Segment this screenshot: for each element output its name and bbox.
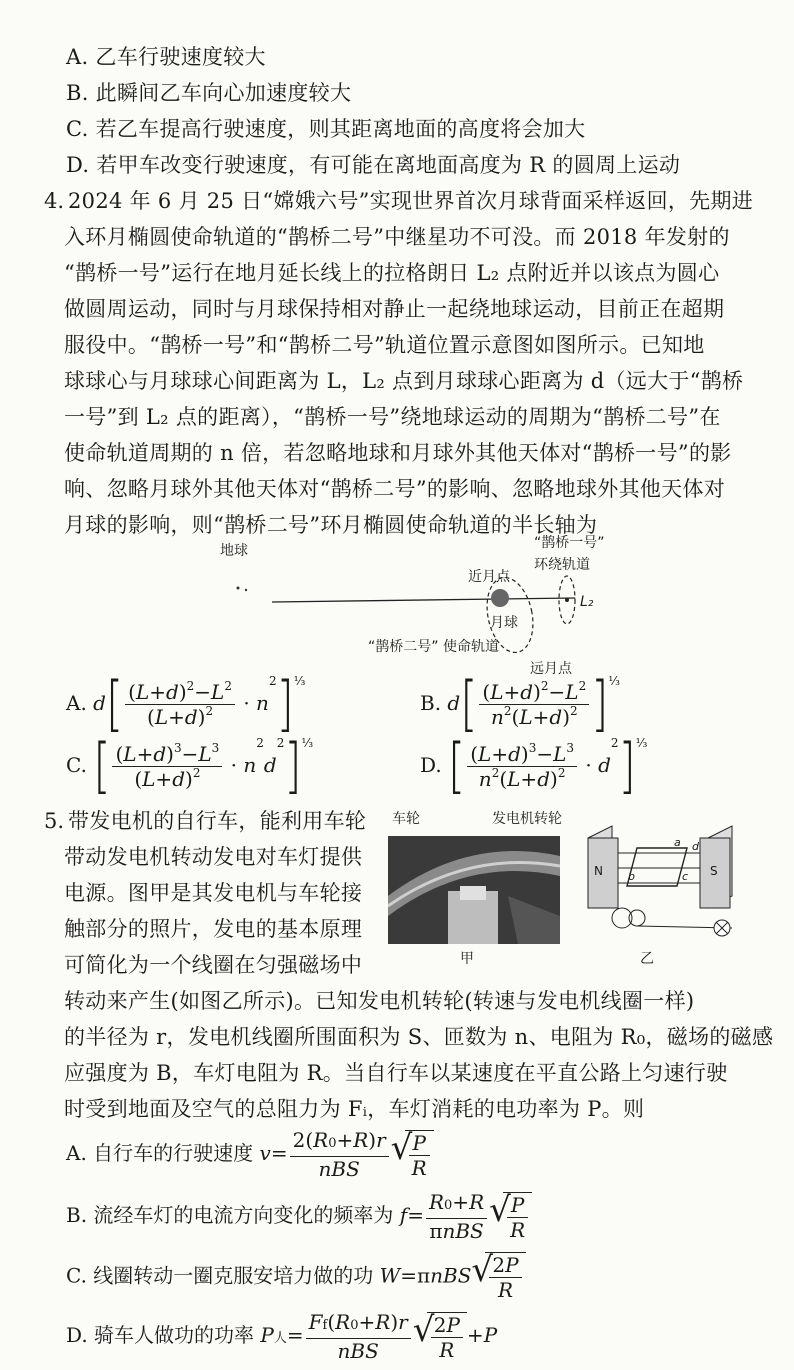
option-label: C. (66, 753, 87, 777)
q4-line: 使命轨道周期的 n 倍，若忽略地球和月球外其他天体对“鹊桥一号”的影 (64, 441, 732, 465)
q4-line: 入环月椭圆使命轨道的“鹊桥二号”中继星功不可没。而 2018 年发射的 (64, 225, 730, 249)
q4-line: “鹊桥一号”运行在地月延长线上的拉格朗日 L₂ 点附近并以该点为圆心 (64, 261, 720, 285)
label-yi: 乙 (640, 951, 654, 967)
q5-line: 电源。图甲是其发电机与车轮接 (64, 881, 363, 905)
label-a: a (674, 836, 681, 849)
q5-line: 触部分的照片，发电的基本原理 (64, 917, 363, 941)
label-d: d (692, 840, 699, 853)
option-text: C. 线圈转动一圈克服安培力做的功 (66, 1263, 380, 1288)
q4-option-c: C. [ $\frac{(L+d)^3-L^3}{(L+d)^2}$ · $n^2d^2]^{\frac{1}{3}}$ (66, 731, 314, 801)
label-far: 远月点 (530, 661, 572, 677)
q3-option-d: D. 若甲车改变行驶速度，有可能在离地面高度为 R 的圆周上运动 (66, 153, 681, 177)
q5-line: 时受到地面及空气的总阻力为 Fᵢ，车灯消耗的电功率为 P。则 (64, 1097, 645, 1121)
label-c: c (682, 870, 689, 883)
label-qq2-orbit: “鹊桥二号” 使命轨道 (368, 639, 499, 655)
generator-photo-svg (388, 836, 560, 944)
q4-option-d: D. [ $\frac{(L+d)^3-L^3}{n^2(L+d)^2}$ · $d^2]^{\frac{1}{3}}$ (420, 731, 648, 801)
q5-option-b: B. 流经车灯的电流方向变化的频率为 f= $\frac{R0+R}{\text{πnBS}}$ √ $\frac{P}{R}$ (66, 1190, 532, 1243)
q5-number: 5. (44, 809, 65, 833)
q3-option-b: B. 此瞬间乙车向心加速度较大 (66, 81, 352, 105)
q3-option-c: C. 若乙车提高行驶速度，则其距离地面的高度将会加大 (66, 117, 586, 141)
q4-line: 响、忽略月球外其他天体对“鹊桥二号”的影响、忽略地球外其他天体对 (64, 477, 726, 501)
q5-line: 带动发电机转动发电对车灯提供 (64, 845, 363, 869)
q5-line: 的半径为 r，发电机线圈所围面积为 S、匝数为 n、电阻为 R₀，磁场的磁感 (64, 1025, 774, 1049)
label-wheel: 车轮 (392, 811, 420, 827)
label-rotor: 发电机转轮 (492, 811, 562, 827)
q4-line: 做圆周运动，同时与月球保持相对静止一起绕地球运动，目前正在超期 (64, 297, 725, 321)
option-label: D. (420, 753, 442, 777)
label-jia: 甲 (460, 951, 474, 967)
label-s: S (710, 864, 718, 878)
label-n: N (594, 864, 603, 878)
q3-option-a: A. 乙车行驶速度较大 (66, 45, 266, 69)
generator-photo (388, 836, 560, 944)
label-b: b (628, 870, 635, 883)
q5-option-c: C. 线圈转动一圈克服安培力做的功 W=πnBS √ $\frac{2P}{R}$ (66, 1252, 526, 1302)
q5-option-a: A. 自行车的行驶速度 v= $\frac{2(R0+R)r}{\text{nBS}}$ √ $\frac{P}{R}$ (66, 1128, 434, 1181)
q4-line: 月球的影响，则“鹊桥二号”环月椭圆使命轨道的半长轴为 (64, 513, 598, 537)
label-earth: 地球 (220, 543, 248, 559)
generator-diagram-svg (582, 818, 752, 948)
option-text: D. 骑车人做功的功率 (66, 1323, 261, 1347)
label-near: 近月点 (468, 569, 510, 585)
label-moon: 月球 (490, 615, 518, 631)
q5-line: 转动来产生(如图乙所示)。已知发电机转轮(转速与发电机线圈一样) (64, 989, 695, 1013)
q4-line: 球球心与月球球心间距离为 L，L₂ 点到月球球心距离为 d（远大于“鹊桥 (64, 369, 744, 393)
option-label: A. (66, 691, 87, 715)
q4-option-a: A. d[ $\frac{(L+d)^2-L^2}{(L+d)^2}$ · $n^2]^{\frac{1}{3}}$ (66, 669, 306, 739)
label-qq1: “鹊桥一号” (534, 535, 605, 551)
generator-diagram (582, 818, 752, 948)
q5-option-d: D. 骑车人做功的功率 P人= $\frac{Ff(R0+R)r}{\text{nBS}}$ √ $\frac{2P}{R}$ +P (66, 1309, 498, 1363)
option-text: A. 自行车的行驶速度 (66, 1141, 260, 1165)
q5-line: 可简化为一个线圈在匀强磁场中 (64, 953, 363, 977)
q4-line: 服役中。“鹊桥一号”和“鹊桥二号”轨道位置示意图如图所示。已知地 (64, 333, 705, 357)
label-qq1-orbit: 环绕轨道 (534, 557, 590, 573)
q4-option-b: B. d[ $\frac{(L+d)^2-L^2}{n^2(L+d)^2}$ ]$^{\frac{1}{3}}$ (420, 669, 621, 739)
q5-line: 带发电机的自行车，能利用车轮 (68, 809, 367, 833)
option-text: B. 流经车灯的电流方向变化的频率为 (66, 1203, 400, 1227)
orbit-diagram (200, 530, 620, 680)
q4-number: 4. (44, 189, 65, 213)
label-l2: L₂ (580, 594, 594, 610)
option-label: B. (420, 691, 442, 715)
q5-line: 应强度为 B，车灯电阻为 R。当自行车以某速度在平直公路上匀速行驶 (64, 1061, 728, 1085)
q4-line: 一号”到 L₂ 点的距离），“鹊桥一号”绕地球运动的周期为“鹊桥二号”在 (64, 405, 721, 429)
q4-line: 2024 年 6 月 25 日“嫦娥六号”实现世界首次月球背面采样返回，先期进 (68, 189, 754, 213)
